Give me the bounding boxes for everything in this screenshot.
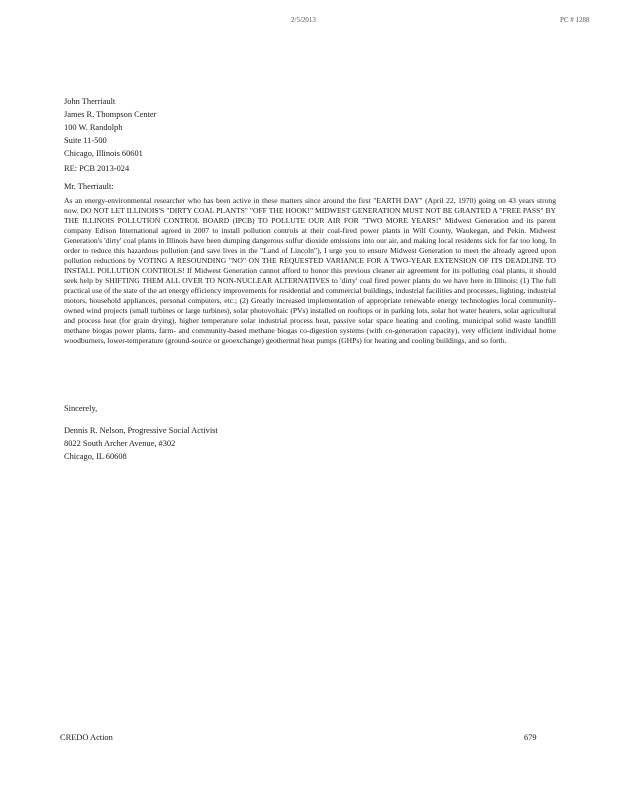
header-date: 2/5/2013 [291,16,316,24]
recipient-street: 100 W. Randolph [64,123,123,132]
re-line: RE: PCB 2013-024 [64,164,130,173]
sender-name: Dennis R. Nelson, Progressive Social Activist [64,426,218,435]
sender-street: 8022 South Archer Avenue, #302 [64,439,176,448]
recipient-city: Chicago, Illinois 60601 [64,149,143,158]
recipient-building: James R. Thompson Center [64,110,157,119]
salutation: Mr. Therriault: [64,182,114,191]
letter-body: As an energy-environmental researcher who has been active in these matters since around the first "EARTH DAY" (April 22, 1970) going on 43 years strong now. DO NOT LET ILLINOIS'S "DIRTY COAL PLANTS" "OFF THE HOOK!" MIDWEST GENERATION MUST NOT BE GRANTED A "FREE PASS" BY THE ILLINOIS POLLUTION CONTROL BOARD (IPCB) TO POLLUTE OUR AIR FOR "TWO MORE YEARS!" Midwest Generation and its parent company Edison International agreed in 2007 to install pollution controls at their coal-fired power plants in Will County, Waukegan, and Pekin. Midwest Generation's 'dirty' coal plants in Illinois have been dumping dangerous sulfur dioxide emissions into our air, and making local residents sick for far too long. In order to reduce this hazardous pollution (and save lives in the "Land of Lincoln"), I urge you to ensure Midwest Generation to meet the already agreed upon pollution reductions by VOTING A RESOUNDING "NO" ON THE REQUESTED VARIANCE FOR A TWO-YEAR EXTENSION OF ITS DEADLINE TO INSTALL POLLUTION CONTROLS! If Midwest Generation cannot afford to honor this previous cleaner air agreement for its polluting coal plants, it should seek help by SHIFTING THEM ALL OVER TO NON-NUCLEAR ALTERNATIVES to 'dirty' coal fired power plants do we have here in Illinois: (1) The full practical use of the state of the art energy efficiency improvements for residential and commercial buildings, industrial facilities and processes, lighting, industrial motors, household appliances, personal computers, etc.; (2) Greatly increased implementation of appropriate renewable energy technologies local community-owned wind projects (small turbines or large turbines), solar photovoltaic (PVs) installed on rooftops or in parking lots, solar hot water heaters, solar agricultural and process heat (for grain drying), higher temperature solar industrial process heat, passive solar space heating and cooling, municipal solid waste landfill methane biogas power plants, farm- and community-based methane biogas co-digestion systems (with co-generation capacity), very efficient individual home woodburners, lower-temperature (ground-source or geoexchange) geothermal heat pumps (GHPs) for heating and cooling buildings, and so forth. [64,196,556,345]
header-pc-number: PC # 1288 [560,16,590,24]
recipient-address [64,95,156,160]
footer-organization: CREDO Action [60,733,113,742]
sender-city: Chicago, IL 60608 [64,452,127,461]
footer-page-number: 679 [524,733,537,742]
sender-block [64,424,218,463]
recipient-suite: Suite 11-500 [64,136,107,145]
recipient-name: John Therriault [64,97,116,106]
closing: Sincerely, [64,404,98,413]
